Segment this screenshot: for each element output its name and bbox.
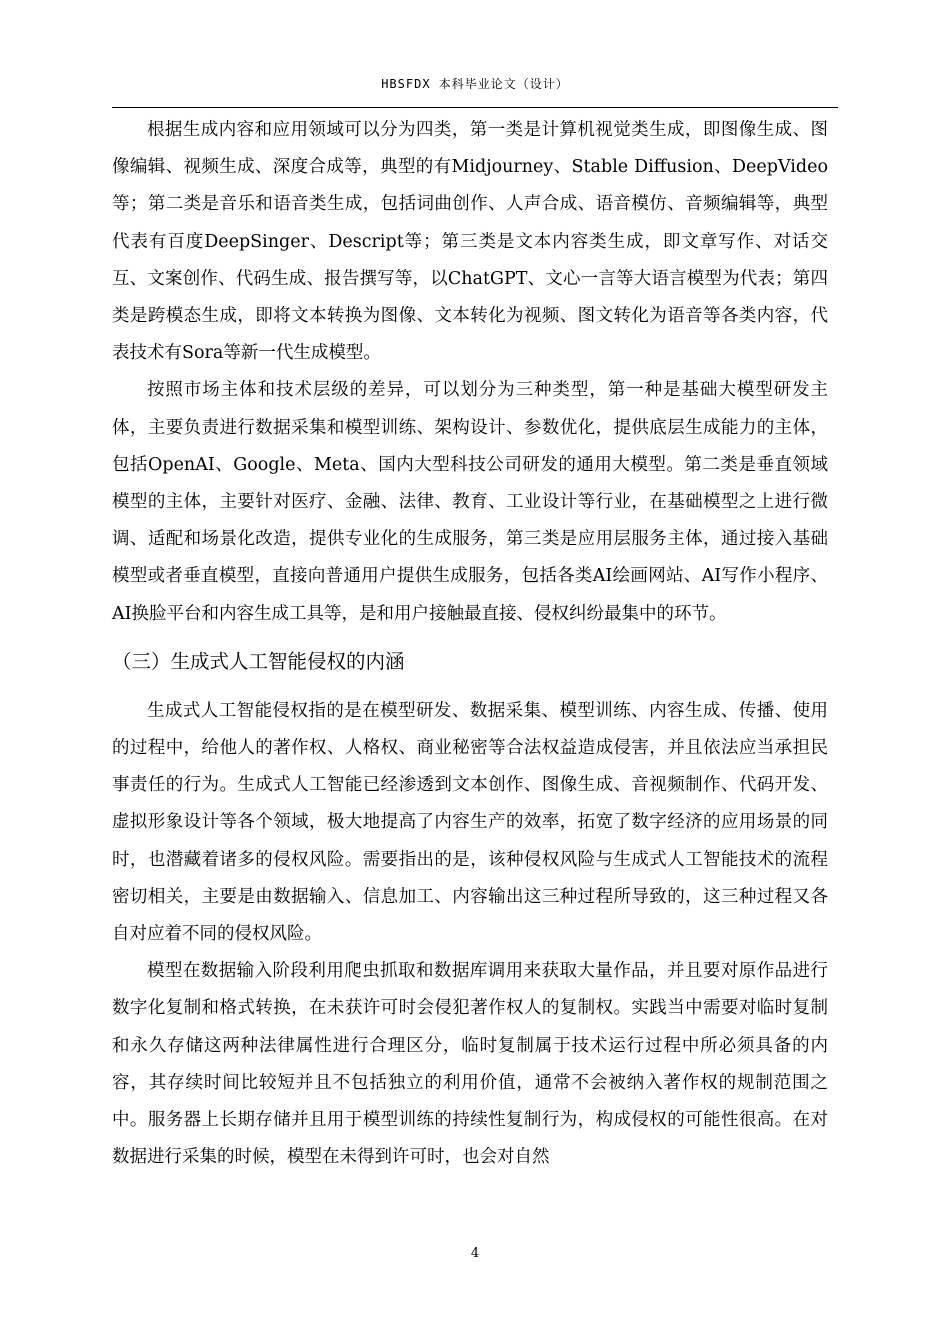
paragraph-infringement-definition: 生成式人工智能侵权指的是在模型研发、数据采集、模型训练、内容生成、传播、使用的过程中，给他人的著作权、人格权、商业秘密等合法权益造成侵害，并且依法应当承担民事责任的行为。生成式人工智能已经渗透到文本创作、图像生成、音视频制作、代码开发、虚拟形象设计等各个领域，极大地提高了内容生产的效率，拓宽了数字经济的应用场景的同时，也潜藏着诸多的侵权风险。需要指出的是，该种侵权风险与生成式人工智能技术的流程密切相关，主要是由数据输入、信息加工、内容输出这三种过程所导致的，这三种过程又各自对应着不同的侵权风险。 [112, 700, 828, 945]
page-number: 4 [470, 1246, 480, 1261]
page-header: HBSFDX 本科毕业论文（设计） [381, 77, 569, 91]
paragraph-content-categories: 根据生成内容和应用领域可以分为四类，第一类是计算机视觉类生成，即图像生成、图像编辑、视频生成、深度合成等，典型的有Midjourney、Stable Diffusion、DeepVideo等；第二类是音乐和语音类生成，包括词曲创作、人声合成、语音模仿、音频编辑等，典型代表有百度DeepSinger、Descript等；第三类是文本内容类生成，即文章写作、对话交互、文案创作、代码生成、报告撰写等，以ChatGPT、文心一言等大语言模型为代表；第四类是跨模态生成，即将文本转换为图像、文本转化为视频、图文转化为语音等各类内容，代表技术有Sora等新一代生成模型。 [112, 120, 828, 364]
paragraph-data-input-stage: 模型在数据输入阶段利用爬虫抓取和数据库调用来获取大量作品，并且要对原作品进行数字化复制和格式转换，在未获许可时会侵犯著作权人的复制权。实践当中需要对临时复制和永久存储这两种法律属性进行合理区分，临时复制属于技术运行过程中所必须具备的内容，其存续时间比较短并且不包括独立的利用价值，通常不会被纳入著作权的规制范围之中。服务器上长期存储并且用于模型训练的持续性复制行为，构成侵权的可能性很高。在对数据进行采集的时候，模型在未得到许可时，也会对自然 [112, 961, 828, 1168]
paragraph-market-entities: 按照市场主体和技术层级的差异，可以划分为三种类型，第一种是基础大模型研发主体，主要负责进行数据采集和模型训练、架构设计、参数优化，提供底层生成能力的主体，包括OpenAI、Google、Meta、国内大型科技公司研发的通用大模型。第二类是垂直领域模型的主体，主要针对医疗、金融、法律、教育、工业设计等行业，在基础模型之上进行微调、适配和场景化改造，提供专业化的生成服务，第三类是应用层服务主体，通过接入基础模型或者垂直模型，直接向普通用户提供生成服务，包括各类AI绘画网站、AI写作小程序、AI换脸平台和内容生成工具等，是和用户接触最直接、侵权纠纷最集中的环节。 [112, 380, 828, 624]
header-rule [112, 107, 838, 108]
section-heading: （三）生成式人工智能侵权的内涵 [112, 649, 405, 673]
document-body [112, 112, 828, 1176]
